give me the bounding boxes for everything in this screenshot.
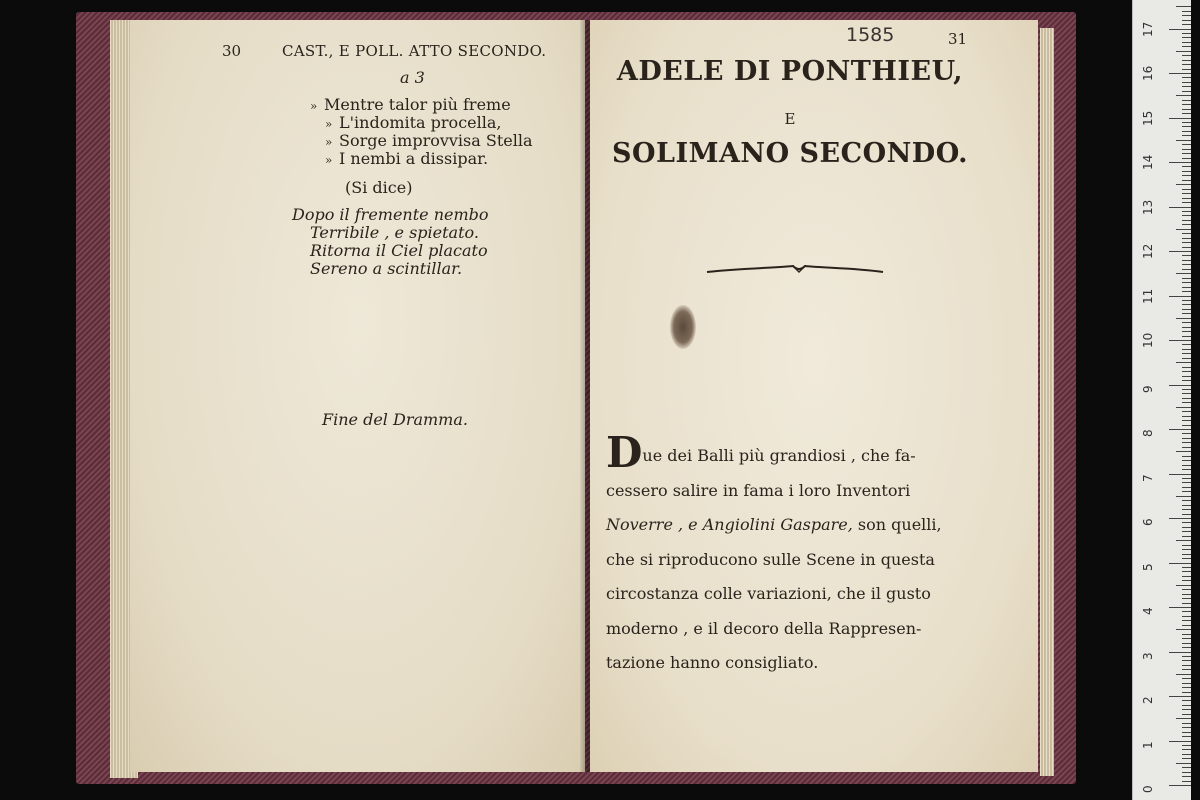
- ruler-tick: [1182, 202, 1191, 203]
- ruler-tick: [1176, 451, 1191, 452]
- verse-text: L'indomita procella,: [339, 113, 502, 132]
- ruler-tick: [1182, 687, 1191, 688]
- ruler-tick: [1182, 438, 1191, 439]
- ruler-tick: [1182, 749, 1191, 750]
- ruler-label: 16: [1141, 65, 1155, 81]
- ruler-tick: [1182, 180, 1191, 181]
- ruler-tick: [1182, 478, 1191, 479]
- ruler-tick: [1182, 193, 1191, 194]
- ruler-tick: [1169, 296, 1191, 297]
- ruler-tick: [1182, 198, 1191, 199]
- verse-mark: »: [325, 117, 333, 131]
- ruler-tick: [1169, 251, 1191, 252]
- drop-cap: D: [606, 428, 643, 477]
- ruler-tick: [1182, 255, 1191, 256]
- ruler-tick: [1182, 758, 1191, 759]
- ruler-tick: [1182, 233, 1191, 234]
- ruler-tick: [1182, 242, 1191, 243]
- ruler-tick: [1182, 20, 1191, 21]
- ruler-tick: [1176, 674, 1191, 675]
- handwritten-note: 1585: [846, 24, 895, 46]
- ruler-tick: [1182, 353, 1191, 354]
- ruler-label: 9: [1141, 384, 1155, 393]
- ruler-label: 12: [1141, 243, 1155, 259]
- ruler-tick: [1182, 487, 1191, 488]
- ruler-tick: [1182, 389, 1191, 390]
- verse-text: I nembi a dissipar.: [339, 149, 489, 168]
- ruler-tick: [1176, 540, 1191, 541]
- ruler-tick: [1182, 247, 1191, 248]
- ruler-tick: [1182, 736, 1191, 737]
- ruler-tick: [1182, 82, 1191, 83]
- ruler-tick: [1169, 340, 1191, 341]
- preface-line: [606, 508, 1006, 543]
- ruler-tick: [1182, 77, 1191, 78]
- ruler-tick: [1169, 429, 1191, 430]
- end-note: Fine del Dramma.: [322, 410, 468, 429]
- ruler-tick: [1182, 589, 1191, 590]
- ruler-tick: [1182, 309, 1191, 310]
- ruler-label: 13: [1141, 199, 1155, 215]
- ruler-tick: [1176, 629, 1191, 630]
- preface-text-run: ue dei Balli più grandiosi , che fa-: [642, 446, 916, 465]
- ruler-tick: [1182, 594, 1191, 595]
- ornament-rule-icon: [705, 260, 885, 280]
- ruler-tick: [1182, 611, 1191, 612]
- sung-verse-line: Sereno a scintillar.: [310, 259, 463, 278]
- ruler-label: 0: [1141, 785, 1155, 793]
- ruler-tick: [1169, 207, 1191, 208]
- ruler-tick: [1169, 741, 1191, 742]
- ruler-tick: [1182, 776, 1191, 777]
- ruler-tick: [1176, 318, 1191, 319]
- ruler-tick: [1182, 416, 1191, 417]
- ruler-tick: [1182, 149, 1191, 150]
- ruler-tick: [1182, 514, 1191, 515]
- preface-text-run: che si riproducono sulle Scene in questa: [606, 549, 935, 569]
- ruler-tick: [1182, 278, 1191, 279]
- voices-marker: a 3: [400, 68, 425, 87]
- ruler-tick: [1182, 380, 1191, 381]
- ruler-tick: [1182, 86, 1191, 87]
- ruler-tick: [1182, 175, 1191, 176]
- ruler-tick: [1182, 300, 1191, 301]
- ruler-tick: [1182, 287, 1191, 288]
- ruler-tick: [1182, 166, 1191, 167]
- ruler-tick: [1182, 527, 1191, 528]
- ruler-label: 17: [1141, 21, 1155, 37]
- title-line-2: SOLIMANO SECONDO.: [611, 138, 969, 169]
- ruler-tick: [1182, 500, 1191, 501]
- ruler-tick: [1182, 692, 1191, 693]
- ruler-label: 5: [1141, 562, 1155, 571]
- ruler-tick: [1182, 567, 1191, 568]
- ruler-tick: [1182, 100, 1191, 101]
- ruler-tick: [1182, 603, 1191, 604]
- ruler-tick: [1182, 709, 1191, 710]
- ruler-tick: [1182, 509, 1191, 510]
- ruler-tick: [1182, 349, 1191, 350]
- ruler-tick: [1169, 607, 1191, 608]
- ruler-tick: [1182, 714, 1191, 715]
- ruler-tick: [1169, 29, 1191, 30]
- ruler-tick: [1182, 238, 1191, 239]
- page-number-right: 31: [948, 30, 968, 48]
- ruler-tick: [1182, 64, 1191, 65]
- ruler-tick: [1182, 433, 1191, 434]
- ruler-tick: [1182, 460, 1191, 461]
- ruler-tick: [1182, 656, 1191, 657]
- ruler-tick: [1182, 402, 1191, 403]
- ruler-label: 7: [1141, 473, 1155, 482]
- preface-line: [606, 577, 1006, 612]
- preface-text-run: Noverre , e Angiolini Gaspare,: [606, 515, 853, 534]
- right-page: [590, 20, 1038, 772]
- ruler-tick: [1182, 625, 1191, 626]
- ruler-label: 11: [1141, 288, 1155, 304]
- ruler-tick: [1182, 131, 1191, 132]
- ruler-label: 6: [1141, 518, 1155, 526]
- ruler-tick: [1169, 518, 1191, 519]
- ruler-tick: [1182, 153, 1191, 154]
- ruler-tick: [1169, 385, 1191, 386]
- ruler-label: 10: [1141, 332, 1155, 348]
- preface-text-run: moderno , e il decoro della Rappresen-: [606, 618, 922, 638]
- ruler-tick: [1169, 118, 1191, 119]
- ruler-tick: [1182, 24, 1191, 25]
- preface-line: [606, 474, 1006, 509]
- ruler-tick: [1169, 73, 1191, 74]
- ruler-tick: [1182, 331, 1191, 332]
- ruler-tick: [1176, 585, 1191, 586]
- ruler-tick: [1182, 158, 1191, 159]
- ruler-label: 1: [1141, 740, 1155, 749]
- ruler-tick: [1182, 620, 1191, 621]
- ruler-tick: [1182, 665, 1191, 666]
- preface-text-run: son quelli,: [852, 515, 942, 534]
- ruler-tick: [1182, 616, 1191, 617]
- ruler-tick: [1182, 522, 1191, 523]
- ruler-tick: [1176, 763, 1191, 764]
- ruler-tick: [1182, 122, 1191, 123]
- ruler-tick: [1182, 531, 1191, 532]
- ruler-tick: [1182, 660, 1191, 661]
- ruler-tick: [1169, 696, 1191, 697]
- ruler-tick: [1169, 652, 1191, 653]
- ruler-tick: [1176, 229, 1191, 230]
- preface-text-run: circostanza colle variazioni, che il gusto: [606, 584, 931, 603]
- ruler-tick: [1176, 273, 1191, 274]
- ruler-tick: [1182, 33, 1191, 34]
- ruler-tick: [1182, 705, 1191, 706]
- ruler-tick: [1182, 576, 1191, 577]
- ruler-label: 8: [1141, 429, 1155, 437]
- ruler-label: 15: [1141, 110, 1155, 126]
- ruler-tick: [1182, 754, 1191, 755]
- ruler-tick: [1182, 282, 1191, 283]
- ruler-tick: [1182, 491, 1191, 492]
- preface-line: [606, 543, 1006, 578]
- ruler-tick: [1182, 260, 1191, 261]
- ruler-tick: [1182, 109, 1191, 110]
- page-edges-right: [1040, 28, 1054, 776]
- ruler-tick: [1176, 95, 1191, 96]
- ruler-tick: [1182, 781, 1191, 782]
- ruler-label: 14: [1141, 154, 1155, 170]
- ruler-tick: [1182, 37, 1191, 38]
- ruler-tick: [1182, 327, 1191, 328]
- ruler-tick: [1176, 407, 1191, 408]
- ruler-tick: [1182, 393, 1191, 394]
- ruler-label: 3: [1141, 651, 1155, 660]
- ruler-tick: [1182, 189, 1191, 190]
- ruler-tick: [1182, 322, 1191, 323]
- ruler-tick: [1182, 336, 1191, 337]
- preface-line: [606, 646, 1006, 681]
- ruler-tick: [1182, 69, 1191, 70]
- ruler-tick: [1182, 144, 1191, 145]
- ruler-tick: [1182, 442, 1191, 443]
- ruler-tick: [1182, 469, 1191, 470]
- ruler-tick: [1182, 113, 1191, 114]
- ruler-tick: [1182, 425, 1191, 426]
- ruler-tick: [1182, 465, 1191, 466]
- ruler-tick: [1182, 291, 1191, 292]
- ruler-tick: [1182, 313, 1191, 314]
- ruler-tick: [1182, 371, 1191, 372]
- ruler-tick: [1182, 505, 1191, 506]
- ruler-tick: [1176, 51, 1191, 52]
- ruler-tick: [1182, 60, 1191, 61]
- ruler-tick: [1176, 496, 1191, 497]
- ruler-tick: [1182, 678, 1191, 679]
- sung-verse-line: Terribile , e spietato.: [310, 223, 479, 242]
- ruler-tick: [1182, 643, 1191, 644]
- ruler-tick: [1182, 15, 1191, 16]
- page-number-left: 30: [222, 42, 242, 60]
- left-page: [130, 20, 585, 772]
- verse-mark: »: [325, 135, 333, 149]
- ruler-tick: [1182, 55, 1191, 56]
- verse-mark: »: [325, 153, 333, 167]
- ruler-tick: [1182, 367, 1191, 368]
- ruler-tick: [1182, 723, 1191, 724]
- ruler-tick: [1182, 344, 1191, 345]
- stage-direction: (Si dice): [345, 178, 413, 197]
- verse-text: Mentre talor più freme: [324, 95, 511, 114]
- ruler-tick: [1182, 42, 1191, 43]
- ruler-tick: [1182, 549, 1191, 550]
- ruler-tick: [1182, 91, 1191, 92]
- ruler-tick: [1182, 211, 1191, 212]
- ruler-tick: [1169, 474, 1191, 475]
- ruler-tick: [1182, 215, 1191, 216]
- sung-verse-line: Dopo il fremente nembo: [292, 205, 489, 224]
- ruler-tick: [1182, 727, 1191, 728]
- ruler-tick: [1182, 545, 1191, 546]
- running-head: CAST., E POLL. ATTO SECONDO.: [282, 42, 547, 60]
- ruler-label: 4: [1141, 607, 1155, 615]
- ruler-tick: [1182, 447, 1191, 448]
- ruler-tick: [1182, 135, 1191, 136]
- preface-text-run: tazione hanno consigliato.: [606, 653, 819, 672]
- ruler-label: 2: [1141, 696, 1155, 704]
- ruler-tick: [1182, 638, 1191, 639]
- ruler-tick: [1182, 745, 1191, 746]
- ruler-tick: [1169, 785, 1191, 786]
- ruler-tick: [1182, 456, 1191, 457]
- ruler-tick: [1182, 772, 1191, 773]
- ruler-tick: [1182, 304, 1191, 305]
- ruler-tick: [1182, 411, 1191, 412]
- ruler-tick: [1182, 598, 1191, 599]
- ruler-tick: [1182, 571, 1191, 572]
- ruler-tick: [1182, 224, 1191, 225]
- ruler-tick: [1182, 376, 1191, 377]
- preface-text: [606, 428, 1006, 681]
- ruler-tick: [1182, 554, 1191, 555]
- ruler-tick: [1176, 140, 1191, 141]
- ruler-tick: [1182, 647, 1191, 648]
- ruler-tick: [1182, 669, 1191, 670]
- ruler-tick: [1176, 184, 1191, 185]
- ruler-tick: [1182, 126, 1191, 127]
- ruler-tick: [1182, 220, 1191, 221]
- title-line-1: ADELE DI PONTHIEU,: [616, 56, 964, 87]
- title-conjunction: E: [784, 110, 796, 128]
- ruler-tick: [1182, 104, 1191, 105]
- ruler-tick: [1182, 536, 1191, 537]
- ruler-tick: [1182, 269, 1191, 270]
- ruler-tick: [1176, 362, 1191, 363]
- ruler-tick: [1182, 767, 1191, 768]
- preface-line: [606, 428, 1006, 477]
- preface-line: [606, 612, 1006, 647]
- ruler-tick: [1182, 420, 1191, 421]
- sung-verse-line: Ritorna il Ciel placato: [310, 241, 488, 260]
- verse-text: Sorge improvvisa Stella: [339, 131, 533, 150]
- ruler-tick: [1182, 358, 1191, 359]
- ruler-tick: [1176, 6, 1191, 7]
- verse-line: [325, 150, 488, 169]
- ruler-tick: [1182, 171, 1191, 172]
- ruler-tick: [1182, 264, 1191, 265]
- ruler-tick: [1182, 558, 1191, 559]
- ruler-tick: [1182, 634, 1191, 635]
- ruler-tick: [1182, 700, 1191, 701]
- ruler-tick: [1182, 732, 1191, 733]
- ruler-tick: [1182, 46, 1191, 47]
- ruler-tick: [1182, 11, 1191, 12]
- verse-mark: »: [310, 99, 318, 113]
- ruler-tick: [1182, 482, 1191, 483]
- preface-text-run: cessero salire in fama i loro Inventori: [606, 480, 911, 500]
- measuring-ruler: [1132, 0, 1191, 800]
- ruler-tick: [1169, 563, 1191, 564]
- ink-stain: [670, 305, 696, 349]
- ruler-tick: [1182, 398, 1191, 399]
- ruler-tick: [1182, 580, 1191, 581]
- ruler-tick: [1182, 683, 1191, 684]
- ruler-tick: [1176, 718, 1191, 719]
- ruler-tick: [1169, 162, 1191, 163]
